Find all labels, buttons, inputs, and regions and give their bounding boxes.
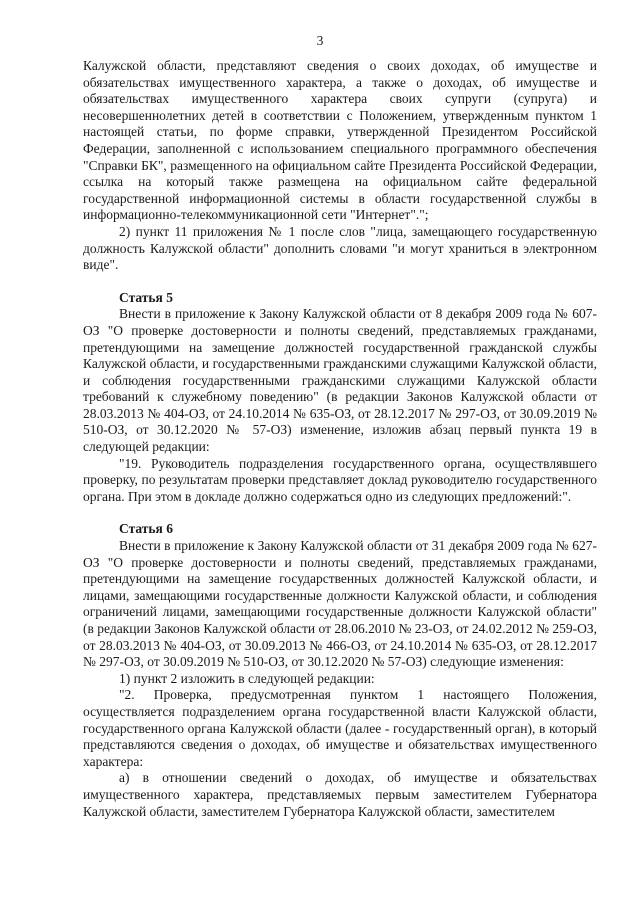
page-number: 3 — [316, 33, 324, 48]
article-5-quote: "19. Руководитель подразделения государственного органа, осуществлявшего проверку, по результатам проверки представляет доклад руководителю государственного органа. При этом в докладе должно содержаться одно из следующих предложений:". — [83, 455, 597, 504]
paragraph-item-2: 2) пункт 11 приложения № 1 после слов "лица, замещающего государственную должность Калужской области" дополнить словами "и могут храниться в электронном виде". — [83, 223, 597, 273]
paragraph-continuation: Калужской области, представляют сведения о своих доходах, об имуществе и обязательствах имущественного характера, а также о доходах, об имуществе и обязательствах имущественного характера своих супруги (супруга) и несовершеннолетних детей в соответствии с Положением, утвержденным пунктом 1 настоящей статьи, по форме справки, утвержденной Президентом Российской Федерации, заполненной с использованием специального программного обеспечения "Справки БК", размещенного на официальном сайте Президента Российской Федерации, ссылка на который также размещена на официальном сайте федеральной государственной информационной системы в области государственной службы в информационно-телекоммуникационной сети "Интернет"."; — [83, 58, 597, 223]
article-6-heading: Статья 6 — [119, 521, 173, 537]
article-5-heading: Статья 5 — [119, 289, 173, 305]
article-6-quote: "2. Проверка, предусмотренная пунктом 1 настоящего Положения, осуществляется подразделением органа государственной власти Калужской области, государственного органа Калужской области (далее - государственный орган), в который представляются сведения о доходах, об имуществе и обязательствах имущественного характера: — [83, 687, 597, 769]
article-6-text: Внести в приложение к Закону Калужской области от 31 декабря 2009 года № 627-ОЗ "О проверке достоверности и полноты сведений, представляемых гражданами, претендующими на замещение государственных должностей Калужской области, и лицами, замещающими государственные должности Калужской области, и соблюдения ограничений лицами, замещающими государственные должности Калужской области" (в редакции Законов Калужской области от 28.06.2010 № 23-ОЗ, от 24.02.2012 № 259-ОЗ, от 28.03.2013 № 404-ОЗ, от 30.09.2013 № 466-ОЗ, от 24.10.2014 № 635-ОЗ, от 28.12.2017 № 297-ОЗ, от 30.09.2019 № 510-ОЗ, от 30.12.2020 № 57-ОЗ) следующие изменения: — [83, 538, 597, 670]
document-body — [83, 58, 597, 820]
article-6-item-1: 1) пункт 2 изложить в следующей редакции: — [119, 670, 375, 686]
article-5-text: Внести в приложение к Закону Калужской области от 8 декабря 2009 года № 607-ОЗ "О проверке достоверности и полноты сведений, представляемых гражданами, претендующими на замещение должностей государственной гражданской службы Калужской области, и государственными гражданскими служащими Калужской области, и соблюдения государственными гражданскими служащими Калужской области требований к служебному поведению" (в редакции Законов Калужской области от 28.03.2013 № 404-ОЗ, от 24.10.2014 № 635-ОЗ, от 28.12.2017 № 297-ОЗ, от 30.09.2019 № 510-ОЗ, от 30.12.2020 № 57-ОЗ) изменение, изложив абзац первый пункта 19 в следующей редакции: — [83, 306, 597, 455]
article-6-subitem-a: а) в отношении сведений о доходах, об имуществе и обязательствах имущественного характера, представляемых первым заместителем Губернатора Калужской области, заместителем Губернатора Калужской области, заместителем — [83, 770, 597, 819]
